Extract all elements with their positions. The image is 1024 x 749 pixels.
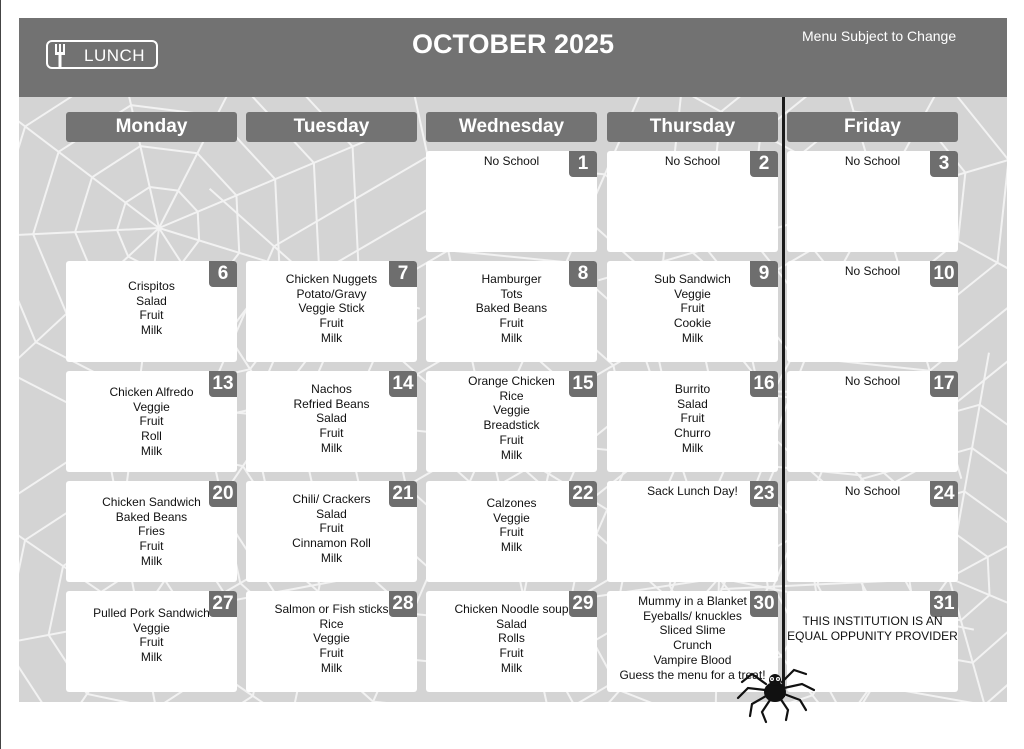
menu-item: Refried Beans (293, 396, 370, 411)
menu-item: Baked Beans (115, 509, 188, 524)
menu-item: Crunch (673, 638, 712, 653)
menu-items (426, 154, 597, 169)
menu-item: Chili/ Crackers (292, 492, 371, 506)
menu-item: Salad (316, 411, 347, 426)
day-header-thursday: Thursday (607, 112, 778, 142)
menu-item: Eyeballs/ knuckles (643, 608, 742, 623)
day-cell-16 (607, 371, 778, 472)
day-header-tuesday: Tuesday (246, 112, 417, 142)
menu-item: Salad (316, 506, 347, 521)
menu-items (787, 484, 958, 499)
day-cell-6 (66, 261, 237, 362)
menu-item: Rice (499, 388, 524, 403)
date-number: 24 (930, 481, 958, 507)
menu-item: Cookie (673, 316, 712, 331)
menu-items (607, 272, 778, 346)
date-number: 1 (569, 151, 597, 177)
menu-item: Milk (681, 440, 704, 455)
menu-item: Veggie (493, 510, 530, 525)
day-header-monday: Monday (66, 112, 237, 142)
day-cell-15 (426, 371, 597, 472)
date-number: 8 (569, 261, 597, 287)
menu-item: Salad (136, 293, 167, 308)
menu-item: Milk (140, 650, 163, 665)
menu-item: Veggie (674, 286, 711, 301)
date-number: 27 (209, 591, 237, 617)
day-cell-10 (787, 261, 958, 362)
menu-item: Fruit (139, 539, 164, 554)
date-number: 7 (389, 261, 417, 287)
menu-item: Tots (500, 286, 523, 301)
day-cell-1 (426, 151, 597, 252)
day-cell-8 (426, 261, 597, 362)
menu-item: No School (483, 154, 540, 168)
date-number: 14 (389, 371, 417, 397)
calendar-frame (19, 18, 1007, 702)
menu-item: Milk (500, 660, 523, 675)
menu-item: Breadstick (483, 418, 540, 433)
menu-items (246, 272, 417, 346)
menu-item: THIS INSTITUTION IS AN (802, 614, 943, 628)
menu-item: Veggie (493, 403, 530, 418)
menu-item: Potato/Gravy (296, 286, 367, 301)
menu-item: Mummy in a Blanket (638, 594, 747, 608)
menu-item: Sack Lunch Day! (647, 484, 738, 498)
logo-text: LUNCH (84, 46, 146, 65)
menu-item: Salad (677, 396, 708, 411)
date-number: 30 (750, 591, 778, 617)
menu-items (66, 606, 237, 665)
menu-item: Milk (500, 330, 523, 345)
menu-items (426, 496, 597, 555)
menu-item: No School (844, 484, 901, 498)
menu-item: Chicken Sandwich (102, 495, 201, 509)
day-cell-3 (787, 151, 958, 252)
menu-items (246, 602, 417, 676)
menu-items (426, 602, 597, 676)
menu-item: Fruit (319, 426, 344, 441)
page-edge (0, 0, 1, 749)
menu-items (426, 374, 597, 462)
menu-item: Chicken Nuggets (285, 272, 378, 286)
page-title: OCTOBER 2025 (411, 29, 615, 59)
date-number: 10 (930, 261, 958, 287)
menu-items (66, 495, 237, 569)
menu-item: No School (844, 154, 901, 168)
menu-items (607, 382, 778, 456)
menu-items (607, 484, 778, 499)
menu-item: No School (844, 374, 901, 388)
menu-item: Fruit (680, 411, 705, 426)
date-number: 13 (209, 371, 237, 397)
day-cell-24 (787, 481, 958, 582)
day-cell-28 (246, 591, 417, 692)
menu-item: Burrito (674, 382, 711, 396)
day-cell-23 (607, 481, 778, 582)
menu-item: Orange Chicken (468, 374, 555, 388)
menu-item: Salmon or Fish sticks (274, 602, 389, 616)
menu-item: Rice (319, 616, 344, 631)
menu-item: Fruit (499, 432, 524, 447)
menu-item: Fruit (319, 646, 344, 661)
menu-items (66, 385, 237, 459)
menu-item: Fruit (680, 301, 705, 316)
menu-item: Churro (674, 426, 711, 441)
menu-item: Sliced Slime (659, 623, 726, 638)
date-number: 6 (209, 261, 237, 287)
menu-item: EQUAL OPPUNITY PROVIDER (787, 629, 958, 643)
menu-item: Milk (500, 447, 523, 462)
menu-item: Fruit (139, 635, 164, 650)
menu-item: Fruit (139, 308, 164, 323)
menu-item: Milk (320, 660, 343, 675)
menu-item: Fruit (139, 414, 164, 429)
day-cell-22 (426, 481, 597, 582)
menu-item: No School (664, 154, 721, 168)
menu-item: Milk (140, 323, 163, 338)
menu-item: Veggie (313, 631, 350, 646)
menu-items (66, 279, 237, 338)
menu-item: Milk (140, 443, 163, 458)
spider-icon (730, 648, 820, 728)
date-number: 21 (389, 481, 417, 507)
menu-item: Fruit (499, 525, 524, 540)
day-cell-21 (246, 481, 417, 582)
menu-item: No School (844, 264, 901, 278)
menu-item: Milk (681, 330, 704, 345)
menu-item: Pulled Pork Sandwich (93, 606, 210, 620)
menu-item: Veggie (133, 620, 170, 635)
day-header-wednesday: Wednesday (426, 112, 597, 142)
menu-item: Guess the menu for a treat! (619, 667, 766, 682)
menu-item: Fruit (319, 316, 344, 331)
menu-note: Menu Subject to Change (802, 28, 957, 44)
menu-item: Rolls (498, 631, 525, 646)
date-number: 28 (389, 591, 417, 617)
menu-item: Fruit (319, 521, 344, 536)
calendar-header (19, 18, 1007, 97)
menu-items (246, 492, 417, 566)
menu-items (426, 272, 597, 346)
menu-items (246, 382, 417, 456)
day-cell-2 (607, 151, 778, 252)
date-number: 9 (750, 261, 778, 287)
day-cell-17 (787, 371, 958, 472)
menu-items (607, 154, 778, 169)
menu-item: Crispitos (128, 279, 175, 293)
menu-item: Hamburger (481, 272, 542, 286)
menu-item: Milk (320, 330, 343, 345)
menu-items (787, 154, 958, 169)
menu-item: Sub Sandwich (654, 272, 731, 286)
date-number: 2 (750, 151, 778, 177)
menu-item: Milk (320, 550, 343, 565)
date-number: 31 (930, 591, 958, 617)
date-number: 23 (750, 481, 778, 507)
day-header-friday: Friday (787, 112, 958, 142)
day-cell-20 (66, 481, 237, 582)
spider-thread (782, 97, 785, 697)
menu-items (787, 374, 958, 389)
date-number: 15 (569, 371, 597, 397)
menu-item: Chicken Noodle soup (454, 602, 569, 616)
menu-item: Milk (320, 440, 343, 455)
menu-item: Nachos (311, 382, 352, 396)
date-number: 17 (930, 371, 958, 397)
menu-item: Veggie (133, 399, 170, 414)
day-cell-27 (66, 591, 237, 692)
menu-item: Milk (500, 540, 523, 555)
day-cell-7 (246, 261, 417, 362)
menu-item: Baked Beans (475, 301, 548, 316)
menu-item: Roll (141, 429, 162, 444)
menu-items (787, 614, 958, 644)
menu-item: Fruit (499, 646, 524, 661)
menu-items (787, 264, 958, 279)
menu-item: Veggie Stick (298, 301, 365, 316)
menu-item: Salad (496, 616, 527, 631)
date-number: 22 (569, 481, 597, 507)
menu-item: Fruit (499, 316, 524, 331)
date-number: 16 (750, 371, 778, 397)
menu-item: Fries (138, 524, 165, 539)
date-number: 20 (209, 481, 237, 507)
menu-item: Vampire Blood (653, 652, 732, 667)
menu-item: Chicken Alfredo (109, 385, 194, 399)
menu-item: Milk (140, 553, 163, 568)
day-cell-9 (607, 261, 778, 362)
date-number: 3 (930, 151, 958, 177)
day-cell-14 (246, 371, 417, 472)
menu-item: Cinnamon Roll (292, 536, 371, 551)
day-cell-29 (426, 591, 597, 692)
day-cell-13 (66, 371, 237, 472)
menu-item: Calzones (486, 496, 537, 510)
date-number: 29 (569, 591, 597, 617)
